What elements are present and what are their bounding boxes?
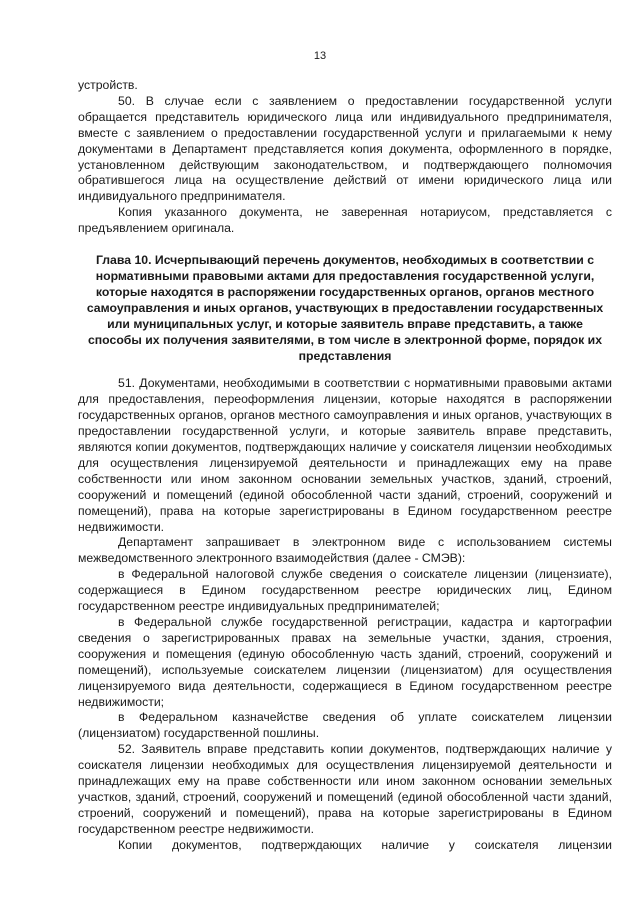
paragraph: в Федеральной службе государственной регистрации, кадастра и картографии сведения о зарегистрированных правах на земельные участки, здания, строения, сооружения и помещения (единую обособленную часть зданий, строений, сооружений и помещений), используемые соискателем лицензии (лицензиатом) для осуществления лицензируемого вида деятельности, содержащиеся в Едином государственном реестре недвижимости;: [78, 615, 612, 709]
document-body: [78, 78, 612, 854]
page-number: 13: [313, 50, 327, 62]
paragraph: 51. Документами, необходимыми в соответствии с нормативными правовыми актами для предоставления, переоформления лицензии, которые находятся в распоряжении государственных органов, органов местного самоуправления и иных органов, участвующих в предоставлении государственной услуги, и которые заявитель вправе представить, являются копии документов, подтверждающих наличие у соискателя лицензии необходимых для осуществления лицензируемой деятельности и принадлежащих ему на праве собственности или ином законном основании земельных участков, зданий, строений, сооружений и помещений (единой обособленной части зданий, строений, сооружений и помещений), права на которые зарегистрированы в Едином государственном реестре недвижимости.: [78, 376, 612, 534]
paragraph: Копии документов, подтверждающих наличие у соискателя лицензии: [118, 837, 612, 852]
paragraph: в Федеральном казначействе сведения об уплате соискателем лицензии (лицензиатом) государственной пошлины.: [78, 710, 612, 741]
paragraph: 50. В случае если с заявлением о предоставлении государственной услуги обращается представитель юридического лица или индивидуального предпринимателя, вместе с заявлением о предоставлении государственной услуги и прилагаемыми к нему документами в Департамент представляется копия документа, оформленного в порядке, установленном действующим законодательством, и подтверждающего полномочия обратившегося лица на осуществление действий от имени юридического лица или индивидуального предпринимателя.: [78, 93, 612, 204]
paragraph: Департамент запрашивает в электронном виде с использованием системы межведомственного электронного взаимодействия (далее - СМЭВ):: [78, 535, 612, 566]
chapter-heading: Глава 10. Исчерпывающий перечень документов, необходимых в соответствии с нормативными правовыми актами для предоставления государственной услуги, которые находятся в распоряжении государственных органов, органов местного самоуправления и иных органов, участвующих в предоставлении государственных или муниципальных услуг, и которые заявитель вправе представить, а также способы их получения заявителями, в том числе в электронной форме, порядок их представления: [86, 253, 604, 363]
paragraph: 52. Заявитель вправе представить копии документов, подтверждающих наличие у соискателя лицензии необходимых для осуществления лицензируемой деятельности и принадлежащих ему на праве собственности или ином законном основании земельных участков, зданий, строений, сооружений и помещений (единой обособленной части зданий, строений, сооружений и помещений), права на которые зарегистрированы в Едином государственном реестре недвижимости.: [78, 742, 612, 836]
paragraph: в Федеральной налоговой службе сведения о соискателе лицензии (лицензиате), содержащиеся в Едином государственном реестре юридических лиц, Едином государственном реестре индивидуальных предпринимателей;: [78, 567, 612, 614]
paragraph: устройств.: [78, 78, 138, 92]
paragraphs-before-heading: [78, 78, 612, 237]
paragraph: Копия указанного документа, не заверенная нотариусом, представляется с предъявлением оригинала.: [78, 205, 612, 236]
paragraphs-after-heading: [78, 376, 612, 853]
